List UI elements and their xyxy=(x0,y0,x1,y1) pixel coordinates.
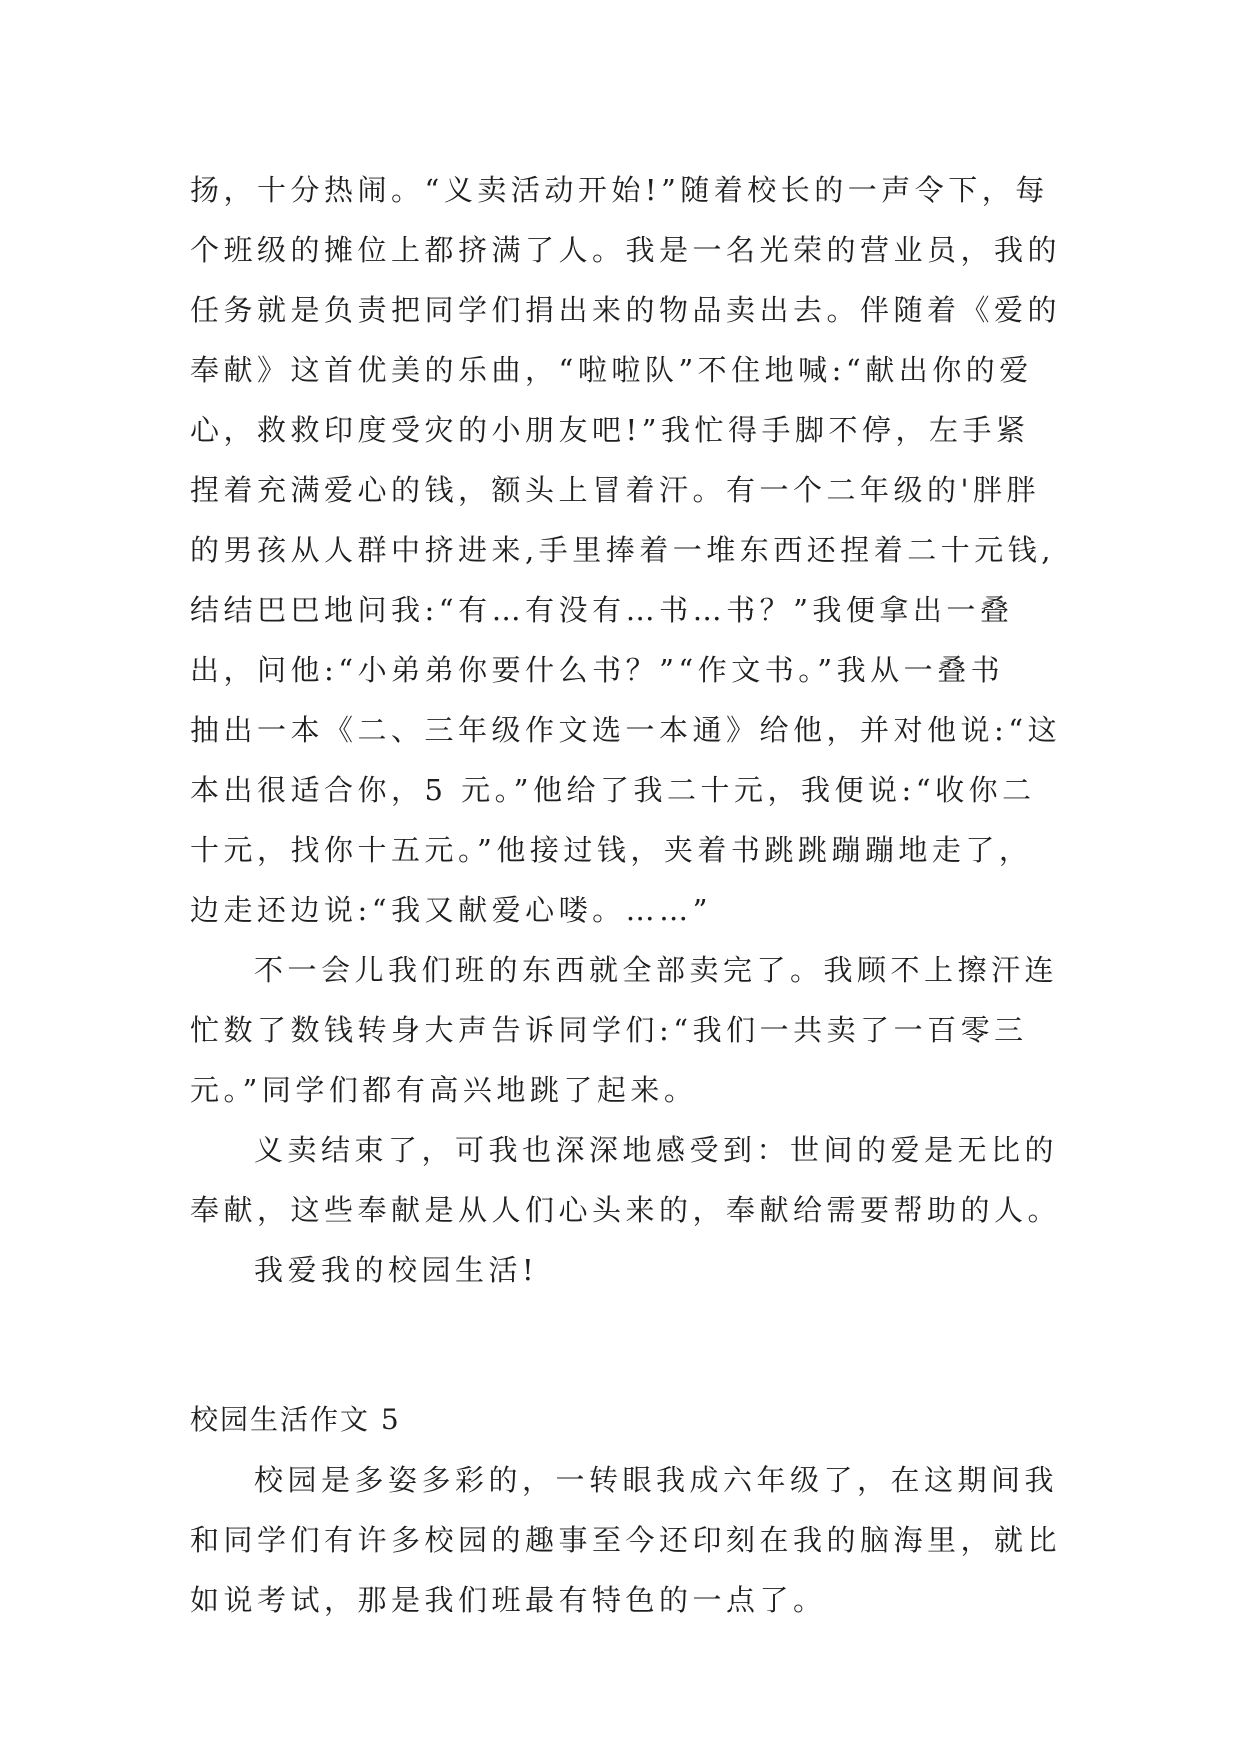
section-title: 校园生活作文 5 xyxy=(190,1403,401,1436)
section-spacer xyxy=(190,1300,1070,1390)
text-line: 校园是多姿多彩的，一转眼我成六年级了，在这期间我 xyxy=(254,1463,1059,1497)
text-line: 奉献，这些奉献是从人们心头来的，奉献给需要帮助的人。 xyxy=(190,1193,1062,1227)
text-line: 捏着充满爱心的钱，额头上冒着汗。有一个二年级的'胖胖 xyxy=(190,473,1040,507)
text-line: 我爱我的校园生活! xyxy=(254,1253,539,1287)
text-line: 义卖结束了，可我也深深地感受到：世间的爱是无比的 xyxy=(254,1133,1059,1167)
text-line: 出，问他:“小弟弟你要什么书？”“作文书。”我从一叠书 xyxy=(190,653,1005,687)
text-line: 心，救救印度受灾的小朋友吧!”我忙得手脚不停，左手紧 xyxy=(190,413,1030,447)
document-body xyxy=(190,160,1070,1630)
text-line: 结结巴巴地问我:“有…有没有…书…书？”我便拿出一叠 xyxy=(190,593,1014,627)
text-line: 任务就是负责把同学们捐出来的物品卖出去。伴随着《爱的 xyxy=(190,293,1062,327)
section-heading xyxy=(190,1390,1070,1450)
paragraph-charity-sale-continued xyxy=(190,160,1070,940)
text-line: 抽出一本《二、三年级作文选一本通》给他，并对他说:“这 xyxy=(190,713,1062,747)
text-line: 如说考试，那是我们班最有特色的一点了。 xyxy=(190,1583,827,1617)
text-line: 和同学们有许多校园的趣事至今还印刻在我的脑海里，就比 xyxy=(190,1523,1062,1557)
text-line: 奉献》这首优美的乐曲，“啦啦队”不住地喊:“献出你的爱 xyxy=(190,353,1033,387)
text-line: 个班级的摊位上都挤满了人。我是一名光荣的营业员，我的 xyxy=(190,233,1062,267)
text-line: 边走还边说:“我又献爱心喽。……” xyxy=(190,893,712,927)
paragraph-sold-out xyxy=(190,940,1070,1120)
text-line: 本出很适合你，5 元。”他给了我二十元，我便说:“收你二 xyxy=(190,773,1036,807)
text-line: 元。”同学们都有高兴地跳了起来。 xyxy=(190,1073,698,1107)
text-line: 不一会儿我们班的东西就全部卖完了。我顾不上擦汗连 xyxy=(254,953,1059,987)
text-line: 扬，十分热闹。“义卖活动开始!”随着校长的一声令下，每 xyxy=(190,173,1049,207)
paragraph-campus-life xyxy=(190,1450,1070,1630)
text-line: 的男孩从人群中挤进来,手里捧着一堆东西还捏着二十元钱, xyxy=(190,533,1055,567)
text-line: 十元，找你十五元。”他接过钱，夹着书跳跳蹦蹦地走了， xyxy=(190,833,1033,867)
text-line: 忙数了数钱转身大声告诉同学们:“我们一共卖了一百零三 xyxy=(190,1013,1028,1047)
paragraph-closing xyxy=(190,1240,1070,1300)
paragraph-reflection xyxy=(190,1120,1070,1240)
